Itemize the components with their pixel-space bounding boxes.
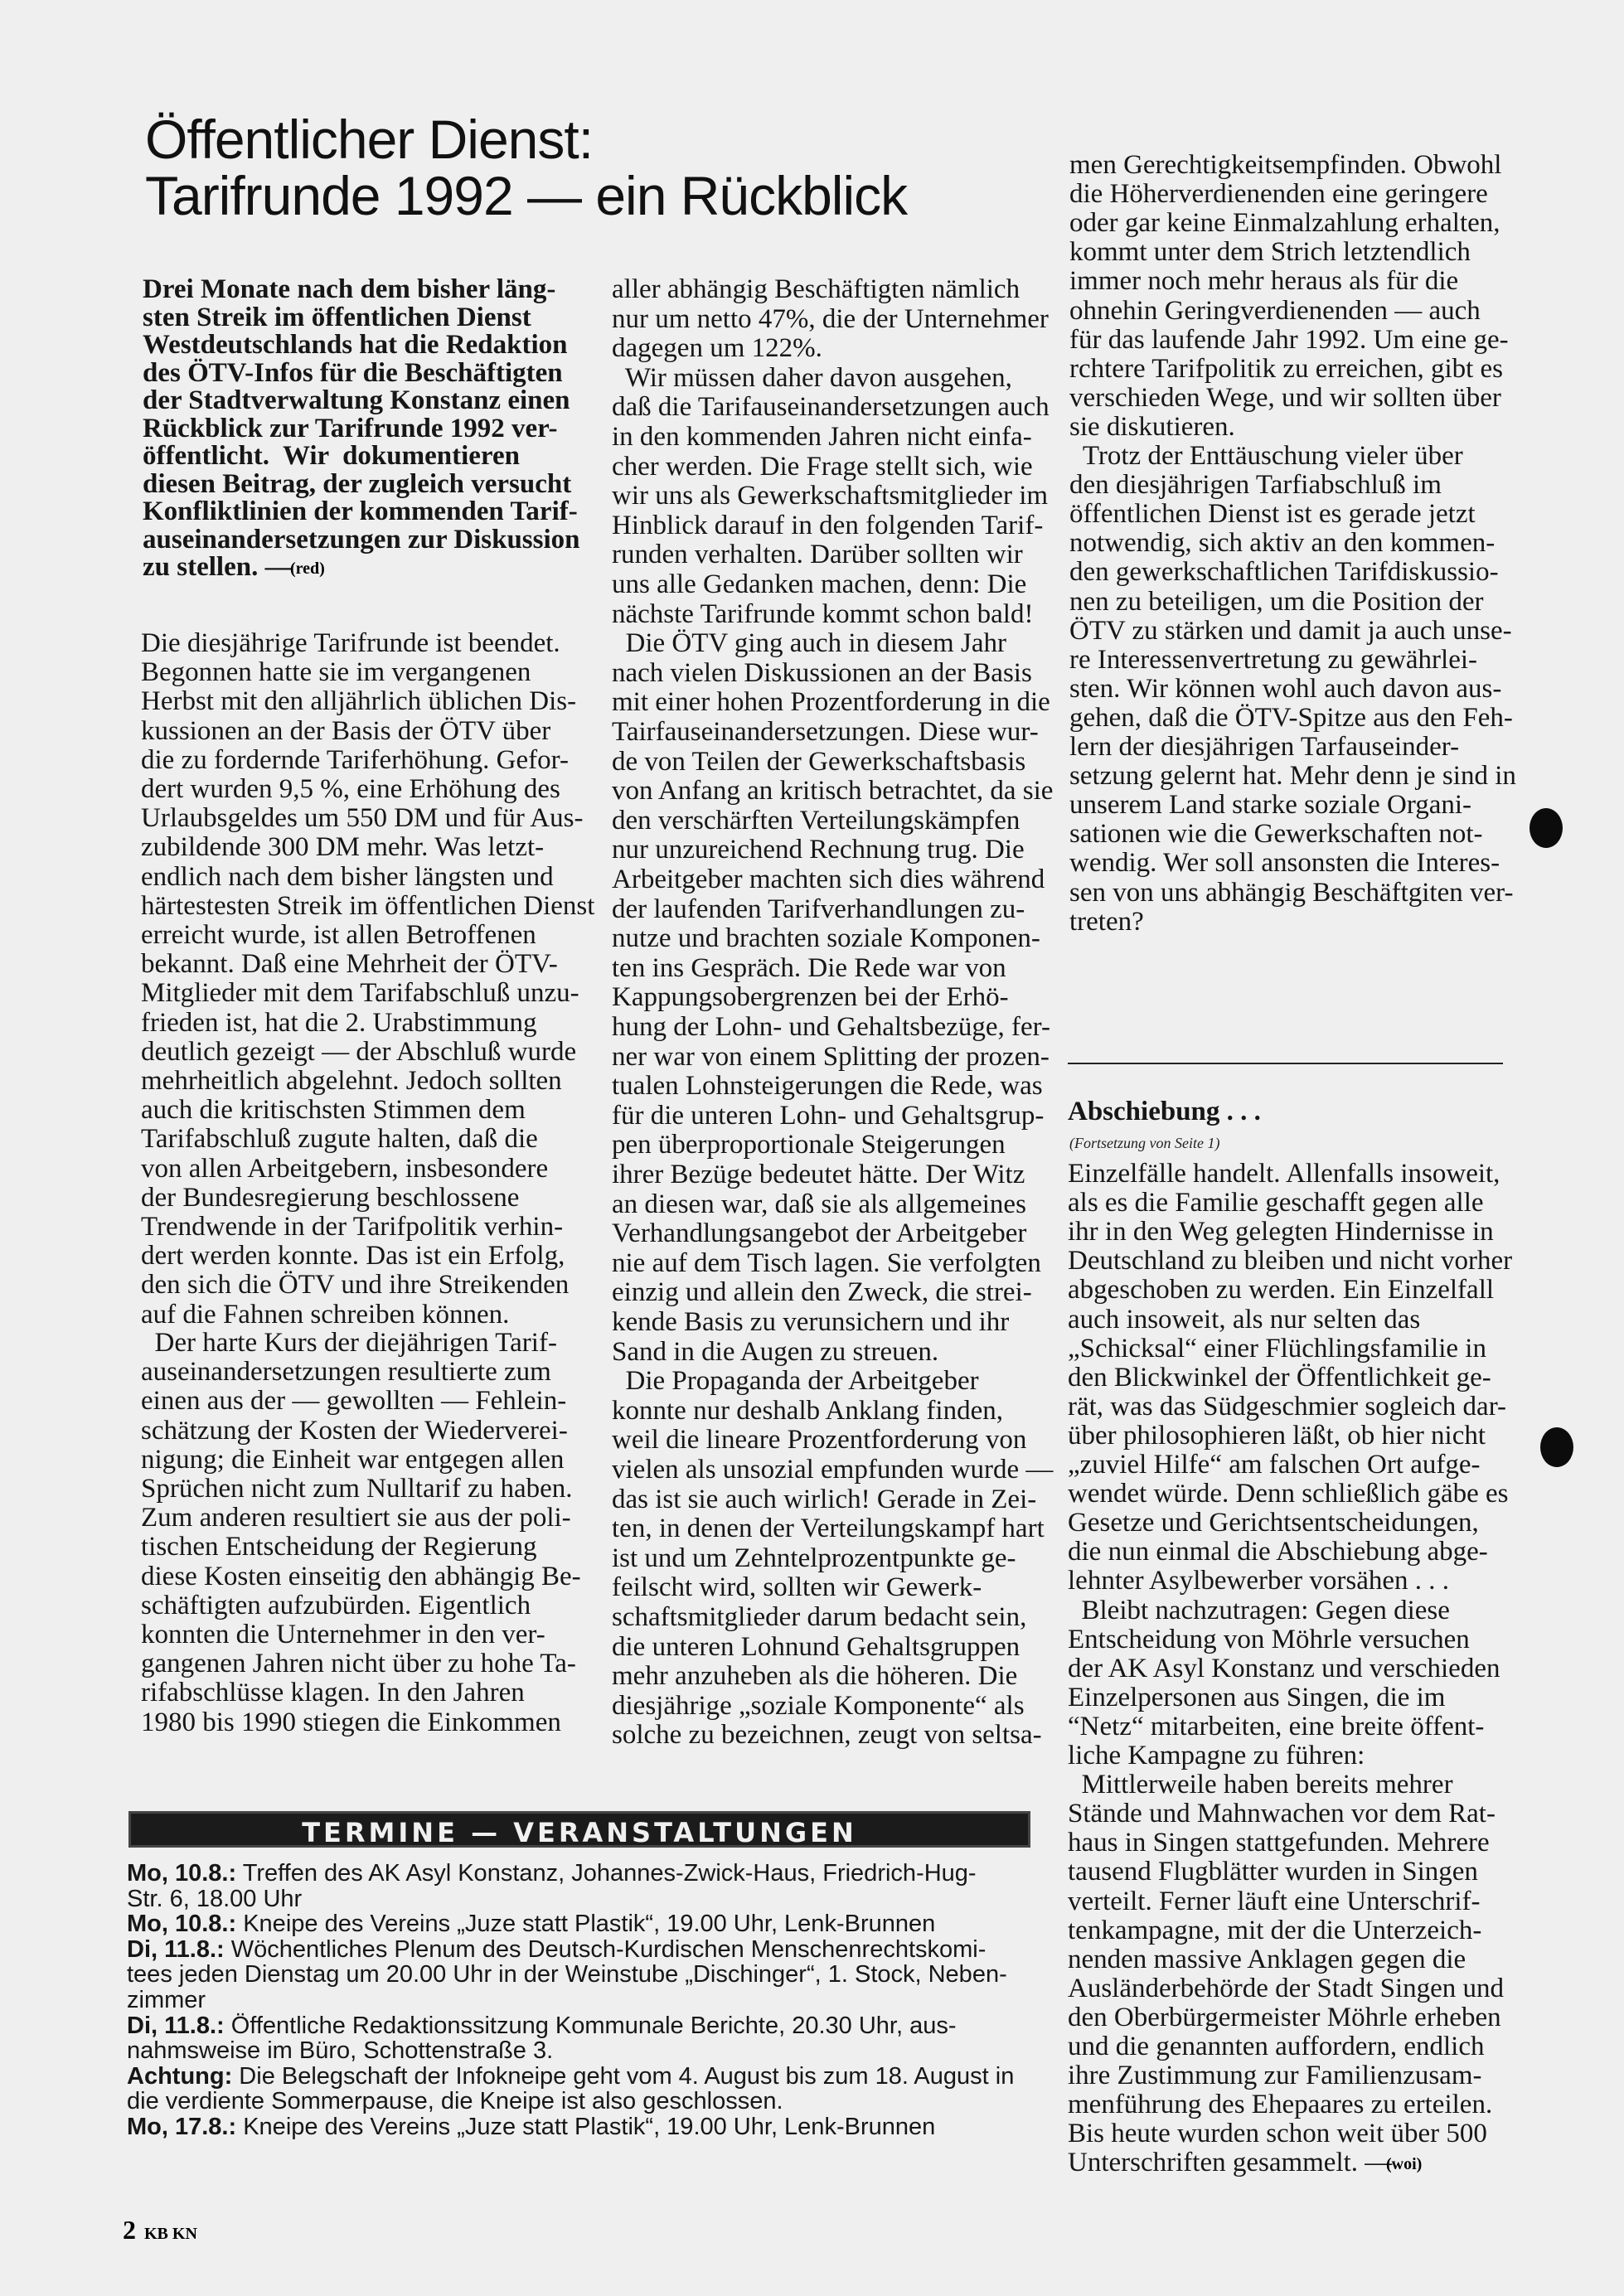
termin-date-label: Achtung: bbox=[127, 2062, 233, 2090]
termin-line bbox=[127, 1887, 302, 1911]
termin-text: Die Belegschaft der Infokneipe geht vom 4. August bis zum 18. August in bbox=[232, 2062, 1015, 2090]
text-line: das ist sie auch wirlich! Gerade in Zei- bbox=[612, 1484, 1037, 1514]
text-line: daß die Tarifauseinandersetzungen auch bbox=[612, 392, 1050, 423]
text-line: menführung des Ehepaares zu erteilen. bbox=[1068, 2090, 1493, 2120]
text-line: Herbst mit den alljährlich üblichen Dis- bbox=[141, 686, 577, 717]
text-line: rifabschlüsse klagen. In den Jahren bbox=[141, 1678, 525, 1708]
text-line: sie diskutieren. bbox=[1069, 411, 1235, 442]
text-line: der AK Asyl Konstanz und verschieden bbox=[1068, 1653, 1500, 1683]
text-line: verteilt. Ferner läuft eine Unterschrif- bbox=[1068, 1886, 1481, 1916]
termin-line bbox=[127, 2115, 935, 2139]
text-line: den Oberbürgermeister Möhrle erheben bbox=[1068, 2002, 1501, 2032]
text-line: Gesetze und Gerichtsentscheidungen, bbox=[1068, 1508, 1479, 1538]
text-line: abgeschoben zu werden. Ein Einzelfall bbox=[1068, 1275, 1495, 1305]
text-line: unserem Land starke soziale Organi- bbox=[1069, 790, 1472, 821]
text-line: Tarifabschluß zugute halten, daß die bbox=[141, 1124, 538, 1155]
text-line: konnte nur deshalb Anklang finden, bbox=[612, 1395, 1003, 1426]
termin-date-label: Mo, 17.8.: bbox=[127, 2114, 237, 2140]
text-line: für das laufende Jahr 1992. Um eine ge- bbox=[1069, 324, 1509, 355]
text-line: frieden ist, hat die 2. Urabstimmung bbox=[141, 1007, 537, 1038]
lead-line: Konfliktlinien der kommenden Tarif- bbox=[143, 496, 578, 526]
text-line: Tairfauseinandersetzungen. Diese wur- bbox=[612, 717, 1039, 747]
text-line: sationen wie die Gewerkschaften not- bbox=[1069, 819, 1483, 850]
lead-line: Rückblick zur Tarifrunde 1992 ver- bbox=[143, 413, 558, 443]
lead-line: diesen Beitrag, der zugleich versucht bbox=[143, 468, 572, 499]
termin-line bbox=[127, 1912, 935, 1936]
abschiebung-continuation-note: (Fortsetzung von Seite 1) bbox=[1069, 1135, 1220, 1151]
text-line: den sich die ÖTV und ihre Streikenden bbox=[141, 1270, 570, 1301]
termin-line bbox=[127, 2014, 957, 2038]
text-line: lern der diesjährigen Tarfauseinder- bbox=[1069, 732, 1460, 762]
text-line: einzig und allein den Zweck, die strei- bbox=[612, 1277, 1032, 1308]
text-line: Hinblick darauf in den folgenden Tarif- bbox=[612, 510, 1044, 540]
text-line: von Anfang an kritisch betrachtet, da sie bbox=[612, 776, 1054, 807]
text-line: tenkampagne, mit der die Unterzeich- bbox=[1068, 1915, 1482, 1945]
termin-line bbox=[127, 1988, 206, 2013]
text-line: ohnehin Geringverdienenden — auch bbox=[1069, 295, 1481, 326]
termin-text: Öffentliche Redaktionssitzung Kommunale Berichte, 20.30 Uhr, aus- bbox=[224, 2012, 957, 2039]
termin-line bbox=[127, 2090, 783, 2114]
text-line: haus in Singen stattgefunden. Mehrere bbox=[1068, 1828, 1490, 1858]
text-line: schätzung der Kosten der Wiederverei- bbox=[141, 1415, 568, 1446]
text-line: diesjährige „soziale Komponente“ als bbox=[612, 1690, 1025, 1721]
text-line: rchtere Tarifpolitik zu erreichen, gibt es bbox=[1069, 353, 1504, 384]
text-line: auch die kritischsten Stimmen dem bbox=[141, 1095, 526, 1126]
text-line: hung der Lohn- und Gehaltsbezüge, fer- bbox=[612, 1012, 1050, 1042]
text-line: und die genannten auffordern, endlich bbox=[1068, 2032, 1485, 2061]
text-line: Bleibt nachzutragen: Gegen diese bbox=[1068, 1595, 1450, 1625]
text-line: Unterschriften gesammelt. — bbox=[1068, 2148, 1393, 2178]
text-line: liche Kampagne zu führen: bbox=[1068, 1741, 1365, 1770]
page-number: 2 bbox=[123, 2215, 136, 2245]
text-line: treten? bbox=[1069, 906, 1144, 937]
text-line: deutlich gezeigt — der Abschluß wurde bbox=[141, 1036, 577, 1067]
punch-hole-lower bbox=[1540, 1427, 1573, 1467]
text-line: nächste Tarifrunde kommt schon bald! bbox=[612, 598, 1034, 629]
text-line: erreicht wurde, ist allen Betroffenen bbox=[141, 920, 536, 950]
text-line: de von Teilen der Gewerkschaftsbasis bbox=[612, 746, 1026, 777]
text-line: härtestesten Streik im öffentlichen Dienst bbox=[141, 890, 595, 921]
text-line: Kappungsobergrenzen bei der Erhö- bbox=[612, 982, 1009, 1013]
text-line: endlich nach dem bisher längsten und bbox=[141, 861, 554, 892]
text-line: der Bundesregierung beschlossene bbox=[141, 1182, 520, 1213]
text-line: auf die Fahnen schreiben können. bbox=[141, 1299, 510, 1330]
text-line: auseinandersetzungen resultierte zum bbox=[141, 1357, 551, 1388]
termin-text: tees jeden Dienstag um 20.00 Uhr in der Weinstube „Dischinger“, 1. Stock, Neben- bbox=[127, 1961, 1007, 1988]
text-line: aller abhängig Beschäftigten nämlich bbox=[612, 274, 1020, 304]
text-line: ÖTV zu stärken und damit ja auch unse- bbox=[1069, 615, 1512, 646]
termin-line bbox=[127, 2039, 553, 2063]
text-line: mehrheitlich abgelehnt. Jedoch sollten bbox=[141, 1066, 562, 1096]
text-line: für die unteren Lohn- und Gehaltsgrup- bbox=[612, 1100, 1045, 1131]
text-line: Einzelfälle handelt. Allenfalls insoweit, bbox=[1068, 1159, 1500, 1189]
text-line: setzung gelernt hat. Mehr denn je sind in bbox=[1069, 761, 1516, 792]
headline-line-2: Tarifrunde 1992 — ein Rückblick bbox=[145, 165, 908, 226]
text-line: “Netz“ mitarbeiten, eine breite öffent- bbox=[1068, 1711, 1485, 1741]
text-line: oder gar keine Einmalzahlung erhalten, bbox=[1069, 208, 1500, 239]
text-line: öffentlichen Dienst ist es gerade jetzt bbox=[1069, 499, 1476, 530]
text-line: über philosophieren läßt, ob hier nicht bbox=[1068, 1420, 1486, 1451]
lead-line: Westdeutschlands hat die Redaktion bbox=[143, 330, 568, 360]
text-line: in den kommenden Jahren nicht einfa- bbox=[612, 422, 1032, 452]
text-line: sten. Wir können wohl auch davon aus- bbox=[1069, 673, 1502, 704]
text-line: gehen, daß die ÖTV-Spitze aus den Feh- bbox=[1069, 702, 1513, 733]
termin-text: die verdiente Sommerpause, die Kneipe ist also geschlossen. bbox=[127, 2088, 783, 2115]
text-line: mit einer hohen Prozentforderung in die bbox=[612, 687, 1050, 718]
publication-label: KB KN bbox=[144, 2225, 197, 2243]
text-line: Begonnen hatte sie im vergangenen bbox=[141, 657, 531, 688]
punch-hole-upper bbox=[1529, 808, 1563, 848]
text-line: von allen Arbeitgebern, insbesondere bbox=[141, 1153, 549, 1184]
text-line: gangenen Jahren nicht über zu hohe Ta- bbox=[141, 1649, 576, 1679]
text-line: schäftigten aufzubürden. Eigentlich bbox=[141, 1590, 531, 1620]
text-line: tischen Entscheidung der Regierung bbox=[141, 1532, 537, 1562]
termin-text: Wöchentliches Plenum des Deutsch-Kurdischen Menschenrechtskomi- bbox=[224, 1935, 987, 1963]
text-line: cher werden. Die Frage stellt sich, wie bbox=[612, 451, 1033, 482]
text-line: als es die Familie geschafft gegen alle bbox=[1068, 1188, 1484, 1218]
text-line: bekannt. Daß eine Mehrheit der ÖTV- bbox=[141, 949, 558, 980]
text-line: zubildende 300 DM mehr. Was letzt- bbox=[141, 832, 545, 863]
text-line: kende Basis zu verunsichern und ihr bbox=[612, 1307, 1010, 1337]
text-line: men Gerechtigkeitsempfinden. Obwohl bbox=[1069, 150, 1502, 180]
text-line: Trendwende in der Tarifpolitik verhin- bbox=[141, 1212, 564, 1242]
text-line: an diesen war, daß sie als allgemeines bbox=[612, 1189, 1026, 1219]
text-line: runden verhalten. Darüber sollten wir bbox=[612, 540, 1023, 570]
text-line: ner war von einem Splitting der prozen- bbox=[612, 1041, 1050, 1072]
abschiebung-credit: (woi) bbox=[1386, 2155, 1423, 2174]
termin-text: Kneipe des Vereins „Juze statt Plastik“, 19.00 Uhr, Lenk-Brunnen bbox=[236, 1911, 936, 1938]
text-line: den diesjährigen Tarfiabschluß im bbox=[1069, 470, 1442, 501]
text-line: den Blickwinkel der Öffentlichkeit ge- bbox=[1068, 1362, 1491, 1393]
text-line: Sand in die Augen zu streuen. bbox=[612, 1336, 939, 1367]
termin-line bbox=[127, 2062, 1015, 2090]
termin-line bbox=[127, 1963, 1007, 1987]
text-line: verschieden Wege, und wir sollten über bbox=[1069, 382, 1501, 413]
text-line: nigung; die Einheit war entgegen allen bbox=[141, 1444, 565, 1475]
text-line: nenden massive Anklagen gegen die bbox=[1068, 1944, 1466, 1974]
termin-date-label: Mo, 10.8.: bbox=[127, 1911, 237, 1938]
text-line: Trotz der Enttäuschung vieler über bbox=[1069, 441, 1463, 471]
lead-line: zu stellen. — bbox=[143, 552, 293, 582]
termin-line bbox=[127, 1862, 977, 1886]
text-line: kussionen an der Basis der ÖTV über bbox=[141, 715, 551, 746]
text-line: Ausländerbehörde der Stadt Singen und bbox=[1068, 1973, 1505, 2003]
termin-text: Treffen des AK Asyl Konstanz, Johannes-Zwick-Haus, Friedrich-Hug- bbox=[236, 1860, 977, 1887]
text-line: sen von uns abhängig Beschäftgiten ver- bbox=[1069, 877, 1514, 908]
text-line: nen zu beteiligen, um die Position der bbox=[1069, 586, 1484, 617]
page-footer bbox=[123, 2215, 197, 2245]
text-line: rät, was das Südgeschmier sogleich dar- bbox=[1068, 1391, 1507, 1422]
text-line: Wir müssen daher davon ausgehen, bbox=[612, 362, 1012, 393]
lead-line: öffentlicht. Wir dokumentieren bbox=[143, 441, 520, 471]
text-line: ten, in denen der Verteilungskampf hart bbox=[612, 1514, 1045, 1544]
text-line: diese Kosten einseitig den abhängig Be- bbox=[141, 1561, 581, 1591]
text-line: tualen Lohnsteigerungen die Rede, was bbox=[612, 1071, 1043, 1102]
section-divider bbox=[1068, 1063, 1503, 1064]
abschiebung-title: Abschiebung . . . bbox=[1068, 1097, 1261, 1126]
termin-date-label: Mo, 10.8.: bbox=[127, 1860, 237, 1887]
lead-line: auseinandersetzungen zur Diskussion bbox=[143, 524, 580, 555]
termin-text: Str. 6, 18.00 Uhr bbox=[127, 1885, 303, 1912]
lead-credit: (red) bbox=[290, 559, 325, 578]
text-line: Urlaubsgeldes um 550 DM und für Aus- bbox=[141, 803, 584, 834]
text-line: die Höherverdienenden eine geringere bbox=[1069, 179, 1488, 210]
text-line: ihre Zustimmung zur Familienzusam- bbox=[1068, 2061, 1482, 2091]
text-line: nur unzureichend Rechnung trug. Die bbox=[612, 835, 1025, 865]
text-line: Einzelpersonen aus Singen, die im bbox=[1068, 1682, 1446, 1712]
text-line: uns alle Gedanken machen, denn: Die bbox=[612, 569, 1027, 599]
text-line: den verschärften Verteilungskämpfen bbox=[612, 805, 1020, 836]
text-line: re Interessenvertretung zu gewährlei- bbox=[1069, 644, 1478, 675]
lead-line: sten Streik im öffentlichen Dienst bbox=[143, 302, 531, 332]
text-line: wendet würde. Denn schließlich gäbe es bbox=[1068, 1479, 1509, 1509]
text-line: lehnter Asylbewerber vorsähen . . . bbox=[1068, 1566, 1450, 1596]
text-line: die zu fordernde Tariferhöhung. Gefor- bbox=[141, 744, 569, 775]
text-line: Die ÖTV ging auch in diesem Jahr bbox=[612, 628, 1006, 659]
text-line: die nun einmal die Abschiebung abge- bbox=[1068, 1537, 1488, 1567]
lead-line: des ÖTV-Infos für die Beschäftigten bbox=[143, 357, 563, 388]
lead-line: Drei Monate nach dem bisher läng- bbox=[143, 274, 556, 304]
text-line: wendig. Wer soll ansonsten die Interes- bbox=[1069, 848, 1500, 879]
text-line: dagegen um 122%. bbox=[612, 333, 822, 364]
text-line: Zum anderen resultiert sie aus der poli- bbox=[141, 1503, 571, 1533]
text-line: solche zu bezeichnen, zeugt von seltsa- bbox=[612, 1720, 1042, 1751]
text-line: dert werden konnte. Das ist ein Erfolg, bbox=[141, 1241, 565, 1272]
text-line: Verhandlungsangebot der Arbeitgeber bbox=[612, 1218, 1027, 1249]
text-line: Der harte Kurs der diejährigen Tarif- bbox=[141, 1328, 557, 1358]
text-line: ten ins Gespräch. Die Rede war von bbox=[612, 952, 1006, 983]
text-line: dert wurden 9,5 %, eine Erhöhung des bbox=[141, 774, 560, 804]
text-line: Die diesjährige Tarifrunde ist beendet. bbox=[141, 628, 560, 658]
text-line: weil die lineare Prozentforderung von bbox=[612, 1425, 1027, 1456]
text-line: Deutschland zu bleiben und nicht vorher bbox=[1068, 1246, 1513, 1276]
lead-line: der Stadtverwaltung Konstanz einen bbox=[143, 385, 570, 415]
termin-text: zimmer bbox=[127, 1987, 206, 2013]
termine-heading-bar bbox=[128, 1811, 1030, 1848]
text-line: schaftsmitglieder darum bedacht sein, bbox=[612, 1602, 1027, 1632]
termin-date-label: Di, 11.8.: bbox=[127, 2012, 225, 2039]
text-line: mehr anzuheben als die höheren. Die bbox=[612, 1661, 1018, 1692]
text-line: konnten die Unternehmer in den ver- bbox=[141, 1620, 545, 1649]
text-line: pen überproportionale Steigerungen bbox=[612, 1130, 1006, 1160]
text-line: die unteren Lohnund Gehaltsgruppen bbox=[612, 1631, 1020, 1662]
text-line: der laufenden Tarifverhandlungen zu- bbox=[612, 894, 1025, 924]
text-line: nutze und brachten soziale Komponen- bbox=[612, 923, 1040, 954]
text-line: Bis heute wurden schon weit über 500 bbox=[1068, 2119, 1487, 2149]
text-line: feilscht wird, sollten wir Gewerk- bbox=[612, 1572, 982, 1603]
text-line: nach vielen Diskussionen an der Basis bbox=[612, 657, 1032, 688]
text-line: Mittlerweile haben bereits mehrer bbox=[1068, 1770, 1453, 1800]
text-line: auch insoweit, als nur selten das bbox=[1068, 1304, 1421, 1334]
text-line: ihrer Bezüge bedeutet hätte. Der Witz bbox=[612, 1160, 1025, 1189]
text-line: immer noch mehr heraus als für die bbox=[1069, 266, 1459, 297]
text-line: wir uns als Gewerkschaftsmitglieder im bbox=[612, 481, 1049, 511]
text-line: ist und um Zehntelprozentpunkte ge- bbox=[612, 1543, 1016, 1573]
text-line: Entscheidung von Möhrle versuchen bbox=[1068, 1624, 1470, 1654]
text-line: einen aus der — gewollten — Fehlein- bbox=[141, 1386, 567, 1417]
text-line: kommt unter dem Strich letztendlich bbox=[1069, 237, 1471, 268]
text-line: ihr in den Weg gelegten Hindernisse in bbox=[1068, 1217, 1494, 1247]
text-line: den gewerkschaftlichen Tarifdiskussio- bbox=[1069, 557, 1499, 588]
text-line: „Schicksal“ einer Flüchlingsfamilie in bbox=[1068, 1333, 1486, 1364]
text-line: vielen als unsozial empfunden wurde — bbox=[612, 1455, 1054, 1485]
text-line: Sprüchen nicht zum Nulltarif zu haben. bbox=[141, 1474, 573, 1504]
termin-line bbox=[127, 1935, 987, 1963]
termin-text: nahmsweise im Büro, Schottenstraße 3. bbox=[127, 2037, 554, 2065]
termine-heading: TERMINE — VERANSTALTUNGEN bbox=[302, 1817, 857, 1848]
text-line: 1980 bis 1990 stiegen die Einkommen bbox=[141, 1707, 561, 1737]
text-line: nie auf dem Tisch lagen. Sie verfolgten bbox=[612, 1247, 1041, 1278]
termin-text: Kneipe des Vereins „Juze statt Plastik“, 19.00 Uhr, Lenk-Brunnen bbox=[236, 2114, 936, 2140]
text-line: Arbeitgeber machten sich dies während bbox=[612, 865, 1045, 894]
text-line: nur um netto 47%, die der Unternehmer bbox=[612, 303, 1049, 334]
text-line: Stände und Mahnwachen vor dem Rat- bbox=[1068, 1799, 1496, 1829]
text-line: tausend Flugblätter wurden in Singen bbox=[1068, 1857, 1478, 1887]
termin-date-label: Di, 11.8.: bbox=[127, 1935, 225, 1963]
text-line: Mitglieder mit dem Tarifabschluß unzu- bbox=[141, 978, 579, 1009]
text-line: „zuviel Hilfe“ am falschen Ort aufge- bbox=[1068, 1450, 1481, 1480]
text-line: Die Propaganda der Arbeitgeber bbox=[612, 1366, 979, 1397]
text-line: notwendig, sich aktiv an den kommen- bbox=[1069, 528, 1496, 559]
headline-line-1: Öffentlicher Dienst: bbox=[145, 109, 594, 170]
